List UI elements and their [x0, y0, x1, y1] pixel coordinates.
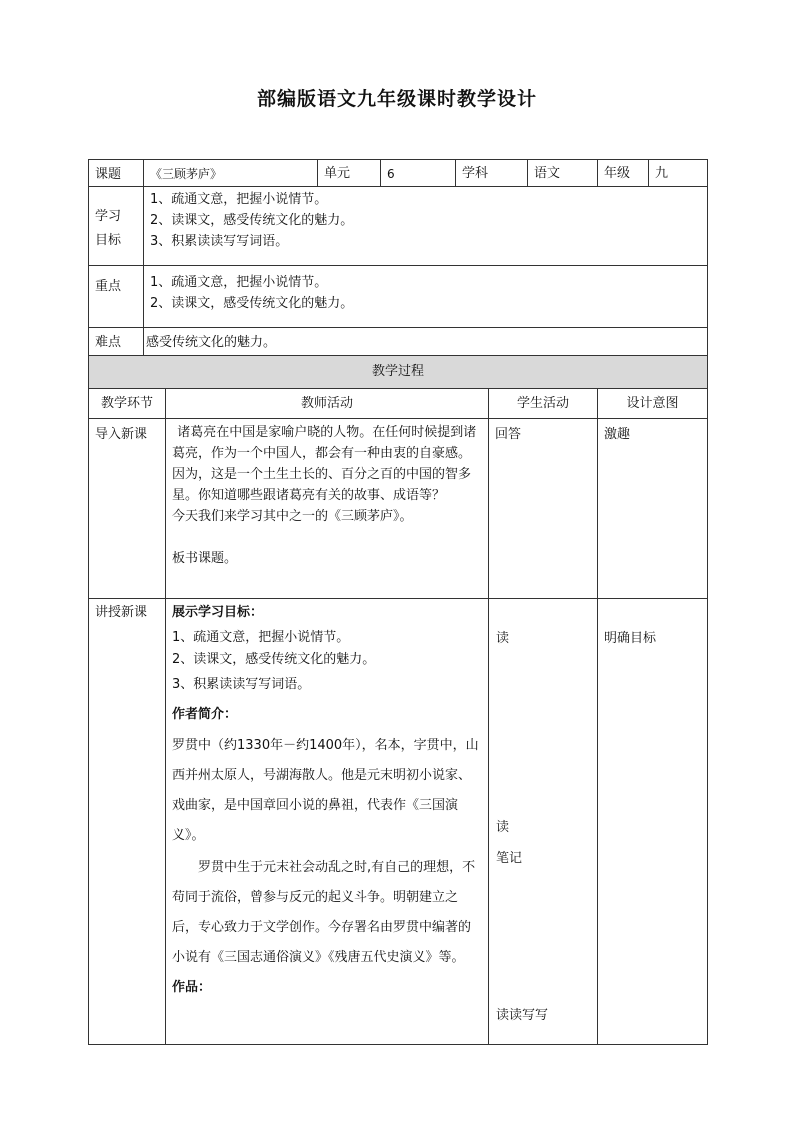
goals-label [89, 187, 144, 266]
column-student: 学生活动 [489, 389, 598, 419]
works-title: 作品： [172, 980, 212, 995]
goals-label-line-1: 学习 [95, 209, 122, 224]
focus-item: 2、读课文，感受传统文化的魅力。 [150, 296, 354, 311]
goals-content [144, 187, 708, 266]
column-intent: 设计意图 [598, 389, 708, 419]
unit-label: 单元 [318, 160, 381, 187]
author-title: 作者简介： [172, 707, 238, 722]
lesson-plan-table [88, 159, 708, 1045]
page-title: 部编版语文九年级课时教学设计 [256, 88, 537, 110]
process-header: 教学过程 [89, 356, 708, 389]
lecture-goal-item: 2、读课文，感受传统文化的魅力。 [172, 652, 376, 667]
intro-student: 回答 [489, 419, 598, 599]
goal-item: 1、疏通文意，把握小说情节。 [150, 192, 328, 207]
subject-label: 学科 [456, 160, 528, 187]
lecture-teacher [166, 599, 489, 1045]
goal-item: 3、积累读读写写词语。 [150, 234, 289, 249]
intro-paragraph: 板书课题。 [172, 551, 238, 566]
topic-value: 《三顾茅庐》 [144, 160, 318, 187]
lecture-intent [598, 599, 708, 1045]
column-stage: 教学环节 [89, 389, 166, 419]
lecture-stage: 讲授新课 [89, 599, 166, 1045]
author-paragraph: 罗贯中生于元末社会动乱之时,有自己的理想，不苟同于流俗，曾参与反元的起义斗争。明朝建立之后，专心致力于文学创作。今存署名由罗贯中编著的小说有《三国志通俗演义》《残唐五代史演义》等。 [172, 860, 476, 965]
intro-paragraph: 今天我们来学习其中之一的《三顾茅庐》。 [172, 509, 413, 524]
focus-item: 1、疏通文意，把握小说情节。 [150, 275, 328, 290]
lecture-student [489, 599, 598, 1045]
goal-item: 2、读课文，感受传统文化的魅力。 [150, 213, 354, 228]
topic-label: 课题 [89, 160, 144, 187]
student-activity: 读读写写 [496, 1008, 549, 1023]
student-activity: 读 [496, 820, 510, 835]
grade-label: 年级 [598, 160, 649, 187]
student-activity: 读 [496, 631, 510, 646]
goals-label-line-2: 目标 [95, 233, 122, 248]
student-activity: 笔记 [496, 851, 523, 866]
show-goals-title: 展示学习目标： [172, 605, 264, 620]
grade-value: 九 [649, 160, 708, 187]
intro-paragraph: 诸葛亮在中国是家喻户晓的人物。在任何时候提到诸葛亮，作为一个中国人，都会有一种由衷的自豪感。因为，这是一个土生土长的、百分之百的中国的智多星。你知道哪些跟诸葛亮有关的故事、成语等？ [172, 425, 477, 503]
intro-teacher [166, 419, 489, 599]
unit-value: 6 [381, 160, 456, 187]
author-paragraph: 罗贯中（约1330年－约1400年），名本，字贯中，山西并州太原人，号湖海散人。他是元末明初小说家、戏曲家，是中国章回小说的鼻祖，代表作《三国演义》。 [172, 738, 479, 843]
lecture-goal-item: 1、疏通文意，把握小说情节。 [172, 630, 350, 645]
intro-stage: 导入新课 [89, 419, 166, 599]
intent-text: 明确目标 [604, 631, 657, 646]
column-teacher: 教师活动 [166, 389, 489, 419]
focus-label: 重点 [89, 266, 144, 328]
intro-intent: 激趣 [598, 419, 708, 599]
lecture-goal-item: 3、积累读读写写词语。 [172, 677, 311, 692]
difficulty-content: 感受传统文化的魅力。 [144, 328, 708, 356]
difficulty-label: 难点 [89, 328, 144, 356]
subject-value: 语文 [528, 160, 598, 187]
blank-line [172, 527, 482, 548]
focus-content [144, 266, 708, 328]
